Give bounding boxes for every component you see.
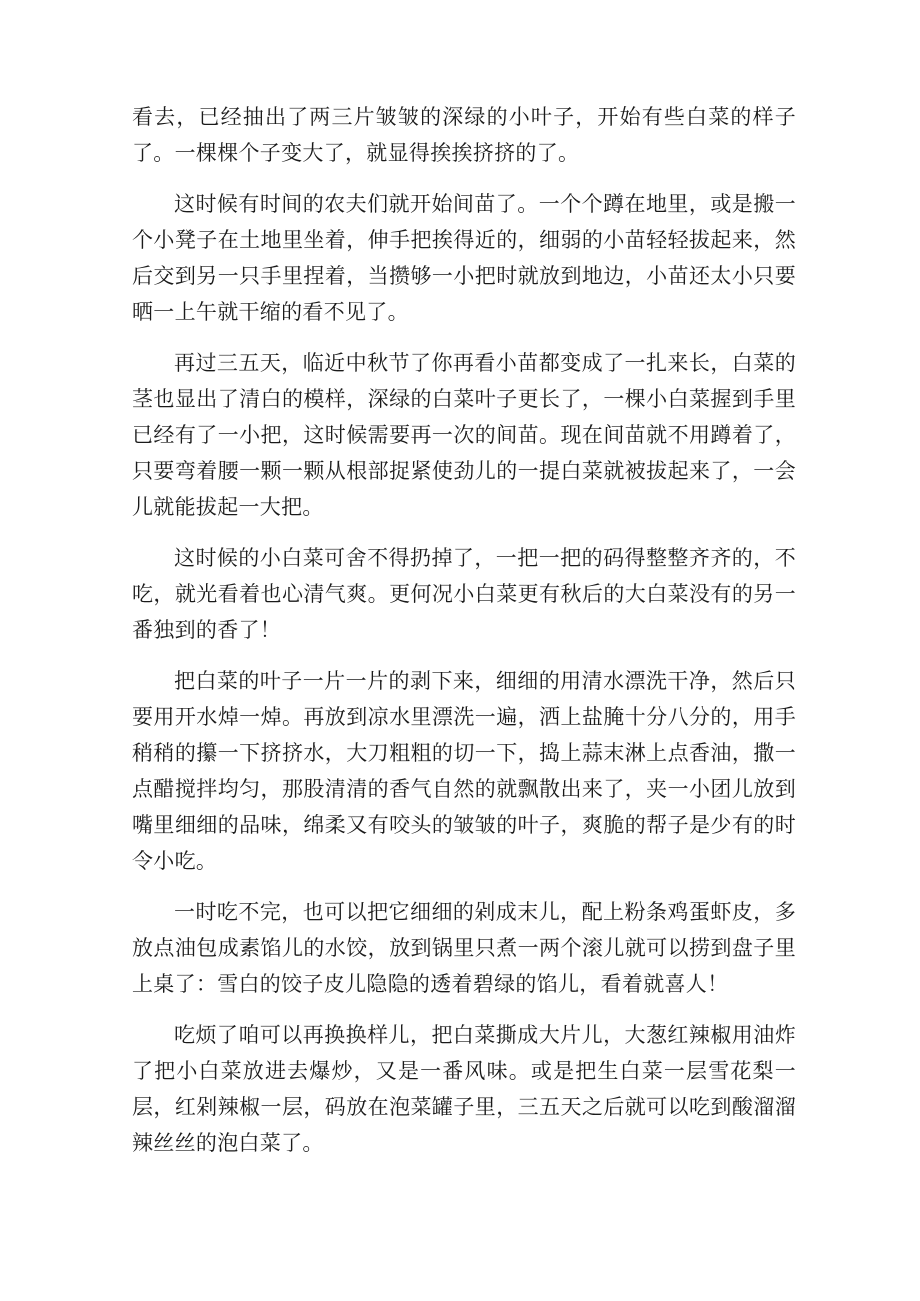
paragraph-2: 这时候有时间的农夫们就开始间苗了。一个个蹲在地里，或是搬一个小凳子在土地里坐着，伸手把挨得近的，细弱的小苗轻轻拔起来，然后交到另一只手里捏着，当攒够一小把时就放到地边，小苗还太小只要晒一上午就干缩的看不见了。: [132, 192, 796, 324]
paragraph-3: 再过三五天，临近中秋节了你再看小苗都变成了一扎来长，白菜的茎也显出了清白的模样，深绿的白菜叶子更长了，一棵小白菜握到手里已经有了一小把，这时候需要再一次的间苗。现在间苗就不用蹲着了，只要弯着腰一颗一颗从根部捉紧使劲儿的一提白菜就被拔起来了，一会儿就能拔起一大把。: [132, 351, 796, 519]
paragraph-7: 吃烦了咱可以再换换样儿，把白菜撕成大片儿，大葱红辣椒用油炸了把小白菜放进去爆炒，又是一番风味。或是把生白菜一层雪花梨一层，红剁辣椒一层，码放在泡菜罐子里，三五天之后就可以吃到酸溜溜辣丝丝的泡白菜了。: [132, 1023, 796, 1155]
paragraph-4: 这时候的小白菜可舍不得扔掉了，一把一把的码得整整齐齐的，不吃，就光看着也心清气爽。更何况小白菜更有秋后的大白菜没有的另一番独到的香了！: [132, 546, 796, 642]
paragraph-5: 把白菜的叶子一片一片的剥下来，细细的用清水漂洗干净，然后只要用开水焯一焯。再放到凉水里漂洗一遍，洒上盐腌十分八分的，用手稍稍的攥一下挤挤水，大刀粗粗的切一下，捣上蒜末淋上点香油，撒一点醋搅拌均匀，那股清清的香气自然的就飘散出来了，夹一小团儿放到嘴里细细的品味，绵柔又有咬头的皱皱的叶子，爽脆的帮子是少有的时令小吃。: [132, 669, 796, 873]
paragraph-6: 一时吃不完，也可以把它细细的剁成末儿，配上粉条鸡蛋虾皮，多放点油包成素馅儿的水饺，放到锅里只煮一两个滚儿就可以捞到盘子里上桌了：雪白的饺子皮儿隐隐的透着碧绿的馅儿，看着就喜人！: [132, 900, 796, 996]
article-body: [132, 99, 796, 1161]
paragraph-1: 看去，已经抽出了两三片皱皱的深绿的小叶子，开始有些白菜的样子了。一棵棵个子变大了，就显得挨挨挤挤的了。: [132, 105, 796, 165]
